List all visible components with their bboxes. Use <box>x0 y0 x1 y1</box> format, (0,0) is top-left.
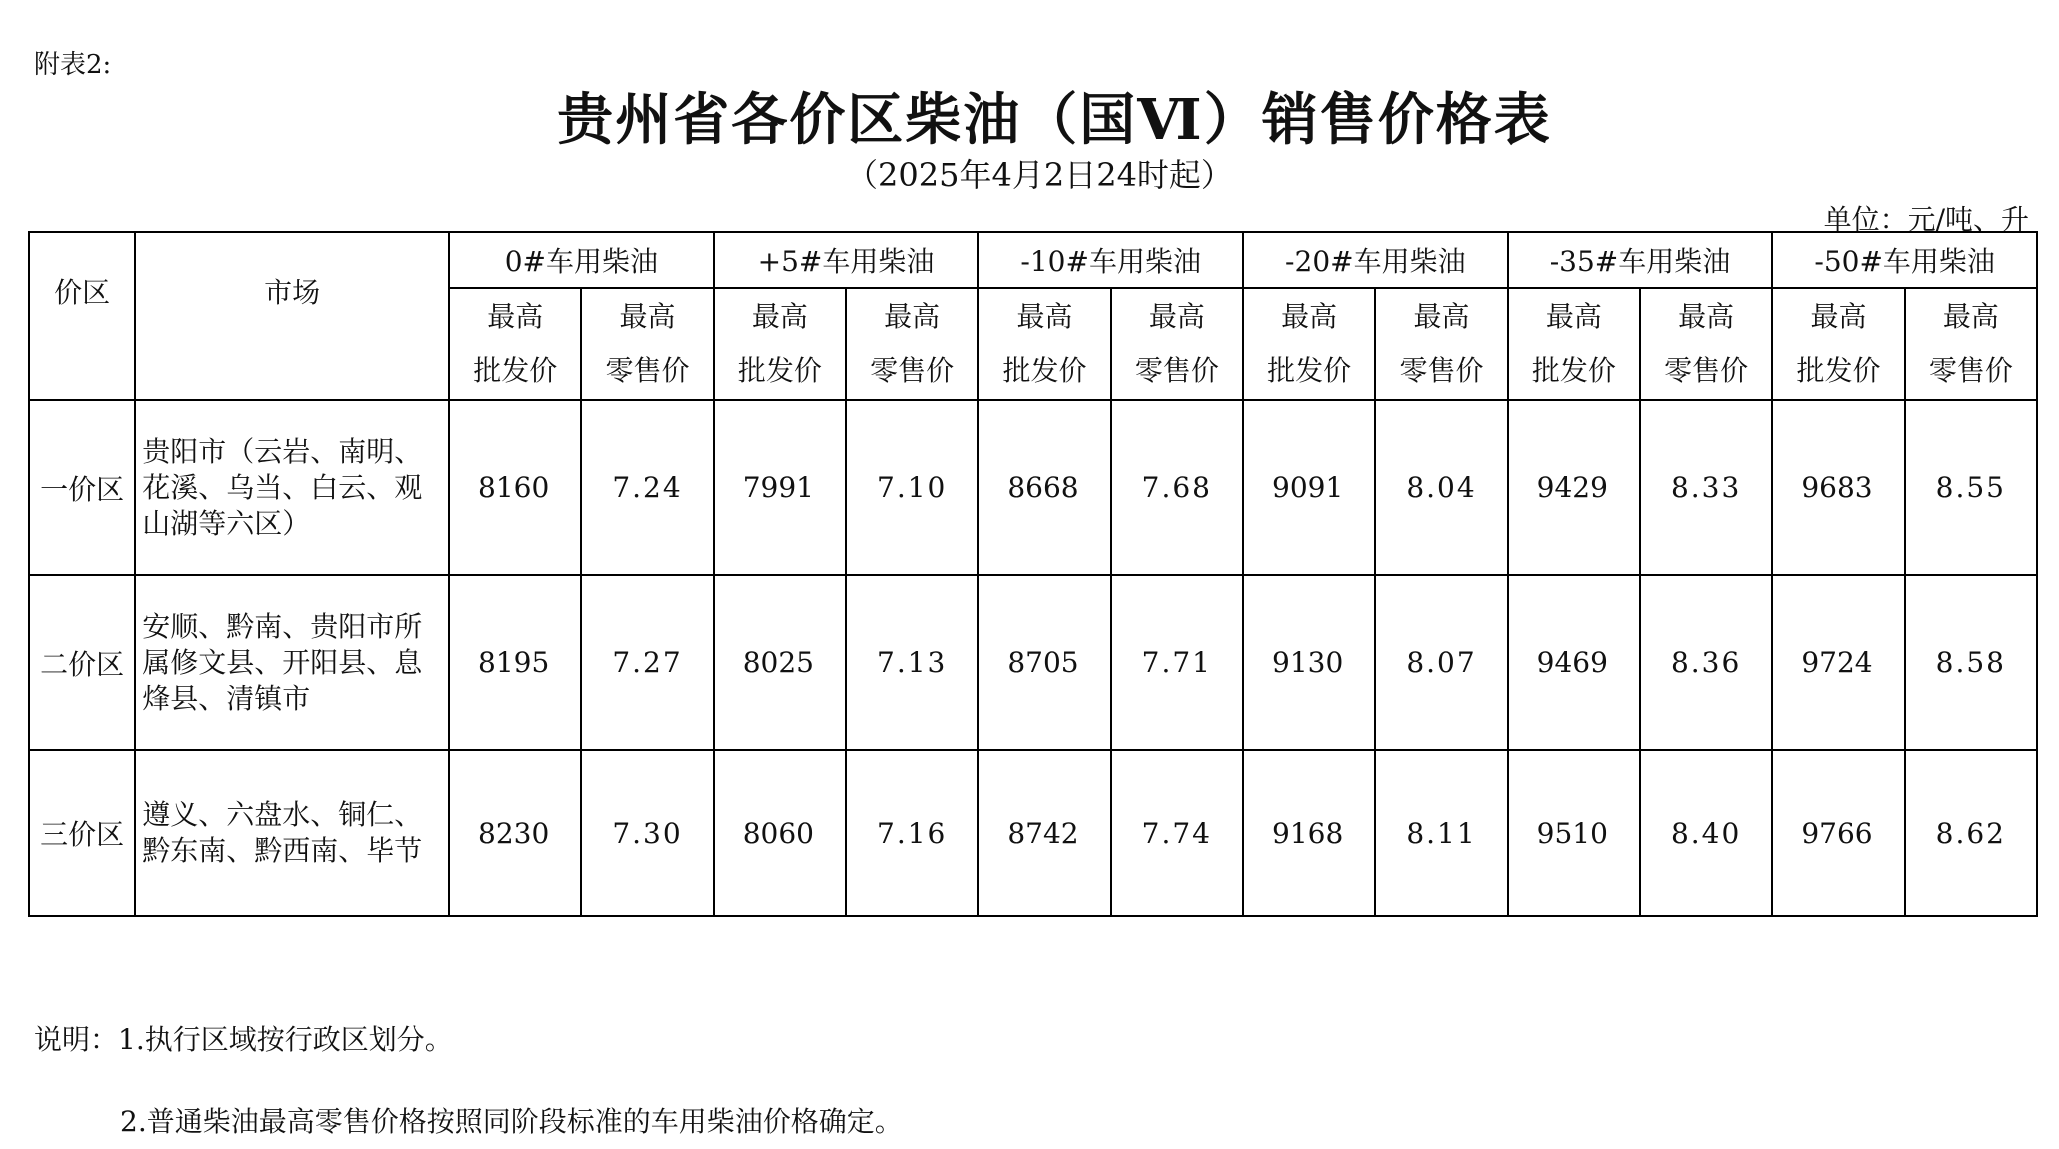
header-fuel: +5#车用柴油 <box>714 232 979 288</box>
wholesale-price-cell: 9091 <box>1243 400 1375 575</box>
wholesale-price-cell: 9168 <box>1243 750 1375 916</box>
retail-price-cell: 7.13 <box>846 575 978 750</box>
header-retail: 最高 零售价 <box>846 288 978 400</box>
zone-cell: 二价区 <box>29 575 135 750</box>
header-wholesale: 最高 批发价 <box>1243 288 1375 400</box>
table-row <box>29 750 2037 916</box>
price-table <box>28 231 2038 917</box>
header-market: 市场 <box>135 232 449 400</box>
header-retail: 最高 零售价 <box>581 288 713 400</box>
header-fuel: -10#车用柴油 <box>978 232 1243 288</box>
retail-price-cell: 7.24 <box>581 400 713 575</box>
wholesale-price-cell: 8230 <box>449 750 581 916</box>
note-item: 说明：1.执行区域按行政区划分。 <box>34 1023 453 1056</box>
retail-price-cell: 7.74 <box>1111 750 1243 916</box>
header-wholesale: 最高 批发价 <box>449 288 581 400</box>
wholesale-price-cell: 9130 <box>1243 575 1375 750</box>
header-wholesale: 最高 批发价 <box>978 288 1110 400</box>
table-row <box>29 400 2037 575</box>
header-retail: 最高 零售价 <box>1640 288 1772 400</box>
header-retail: 最高 零售价 <box>1375 288 1507 400</box>
wholesale-price-cell: 8195 <box>449 575 581 750</box>
note-item: 2.普通柴油最高零售价格按照同阶段标准的车用柴油价格确定。 <box>120 1105 903 1138</box>
retail-price-cell: 7.27 <box>581 575 713 750</box>
wholesale-price-cell: 9510 <box>1508 750 1640 916</box>
header-fuel: -20#车用柴油 <box>1243 232 1508 288</box>
document-subtitle <box>0 150 2059 196</box>
header-retail: 最高 零售价 <box>1111 288 1243 400</box>
document-title <box>0 76 2059 156</box>
wholesale-price-cell: 8742 <box>978 750 1110 916</box>
retail-price-cell: 8.40 <box>1640 750 1772 916</box>
wholesale-price-cell: 9724 <box>1772 575 1904 750</box>
table-row <box>29 575 2037 750</box>
attachment-label: 附表2: <box>34 50 112 80</box>
wholesale-price-cell: 7991 <box>714 400 846 575</box>
retail-price-cell: 8.36 <box>1640 575 1772 750</box>
header-row-fuels <box>29 232 2037 288</box>
retail-price-cell: 8.58 <box>1905 575 2037 750</box>
wholesale-price-cell: 9683 <box>1772 400 1904 575</box>
market-cell: 贵阳市（云岩、南明、花溪、乌当、白云、观山湖等六区） <box>135 400 449 575</box>
retail-price-cell: 8.33 <box>1640 400 1772 575</box>
retail-price-cell: 8.62 <box>1905 750 2037 916</box>
header-wholesale: 最高 批发价 <box>1772 288 1904 400</box>
header-fuel: -50#车用柴油 <box>1772 232 2037 288</box>
wholesale-price-cell: 9469 <box>1508 575 1640 750</box>
wholesale-price-cell: 8160 <box>449 400 581 575</box>
wholesale-price-cell: 9429 <box>1508 400 1640 575</box>
header-fuel: 0#车用柴油 <box>449 232 714 288</box>
wholesale-price-cell: 9766 <box>1772 750 1904 916</box>
header-wholesale: 最高 批发价 <box>714 288 846 400</box>
retail-price-cell: 8.07 <box>1375 575 1507 750</box>
retail-price-cell: 7.71 <box>1111 575 1243 750</box>
market-cell: 遵义、六盘水、铜仁、黔东南、黔西南、毕节 <box>135 750 449 916</box>
wholesale-price-cell: 8705 <box>978 575 1110 750</box>
retail-price-cell: 7.10 <box>846 400 978 575</box>
retail-price-cell: 7.30 <box>581 750 713 916</box>
header-fuel: -35#车用柴油 <box>1508 232 1773 288</box>
header-zone: 价区 <box>29 232 135 400</box>
zone-cell: 三价区 <box>29 750 135 916</box>
wholesale-price-cell: 8025 <box>714 575 846 750</box>
retail-price-cell: 8.04 <box>1375 400 1507 575</box>
unit-label: 单位：元/吨、升 <box>1823 203 2029 236</box>
wholesale-price-cell: 8060 <box>714 750 846 916</box>
header-retail: 最高 零售价 <box>1905 288 2037 400</box>
retail-price-cell: 7.16 <box>846 750 978 916</box>
market-cell: 安顺、黔南、贵阳市所属修文县、开阳县、息烽县、清镇市 <box>135 575 449 750</box>
header-wholesale: 最高 批发价 <box>1508 288 1640 400</box>
document-title-text: 贵州省各价区柴油（国Ⅵ）销售价格表 <box>557 87 1552 153</box>
document-subtitle-text: （2025年4月2日24时起） <box>846 156 1233 194</box>
retail-price-cell: 7.68 <box>1111 400 1243 575</box>
zone-cell: 一价区 <box>29 400 135 575</box>
retail-price-cell: 8.11 <box>1375 750 1507 916</box>
wholesale-price-cell: 8668 <box>978 400 1110 575</box>
retail-price-cell: 8.55 <box>1905 400 2037 575</box>
